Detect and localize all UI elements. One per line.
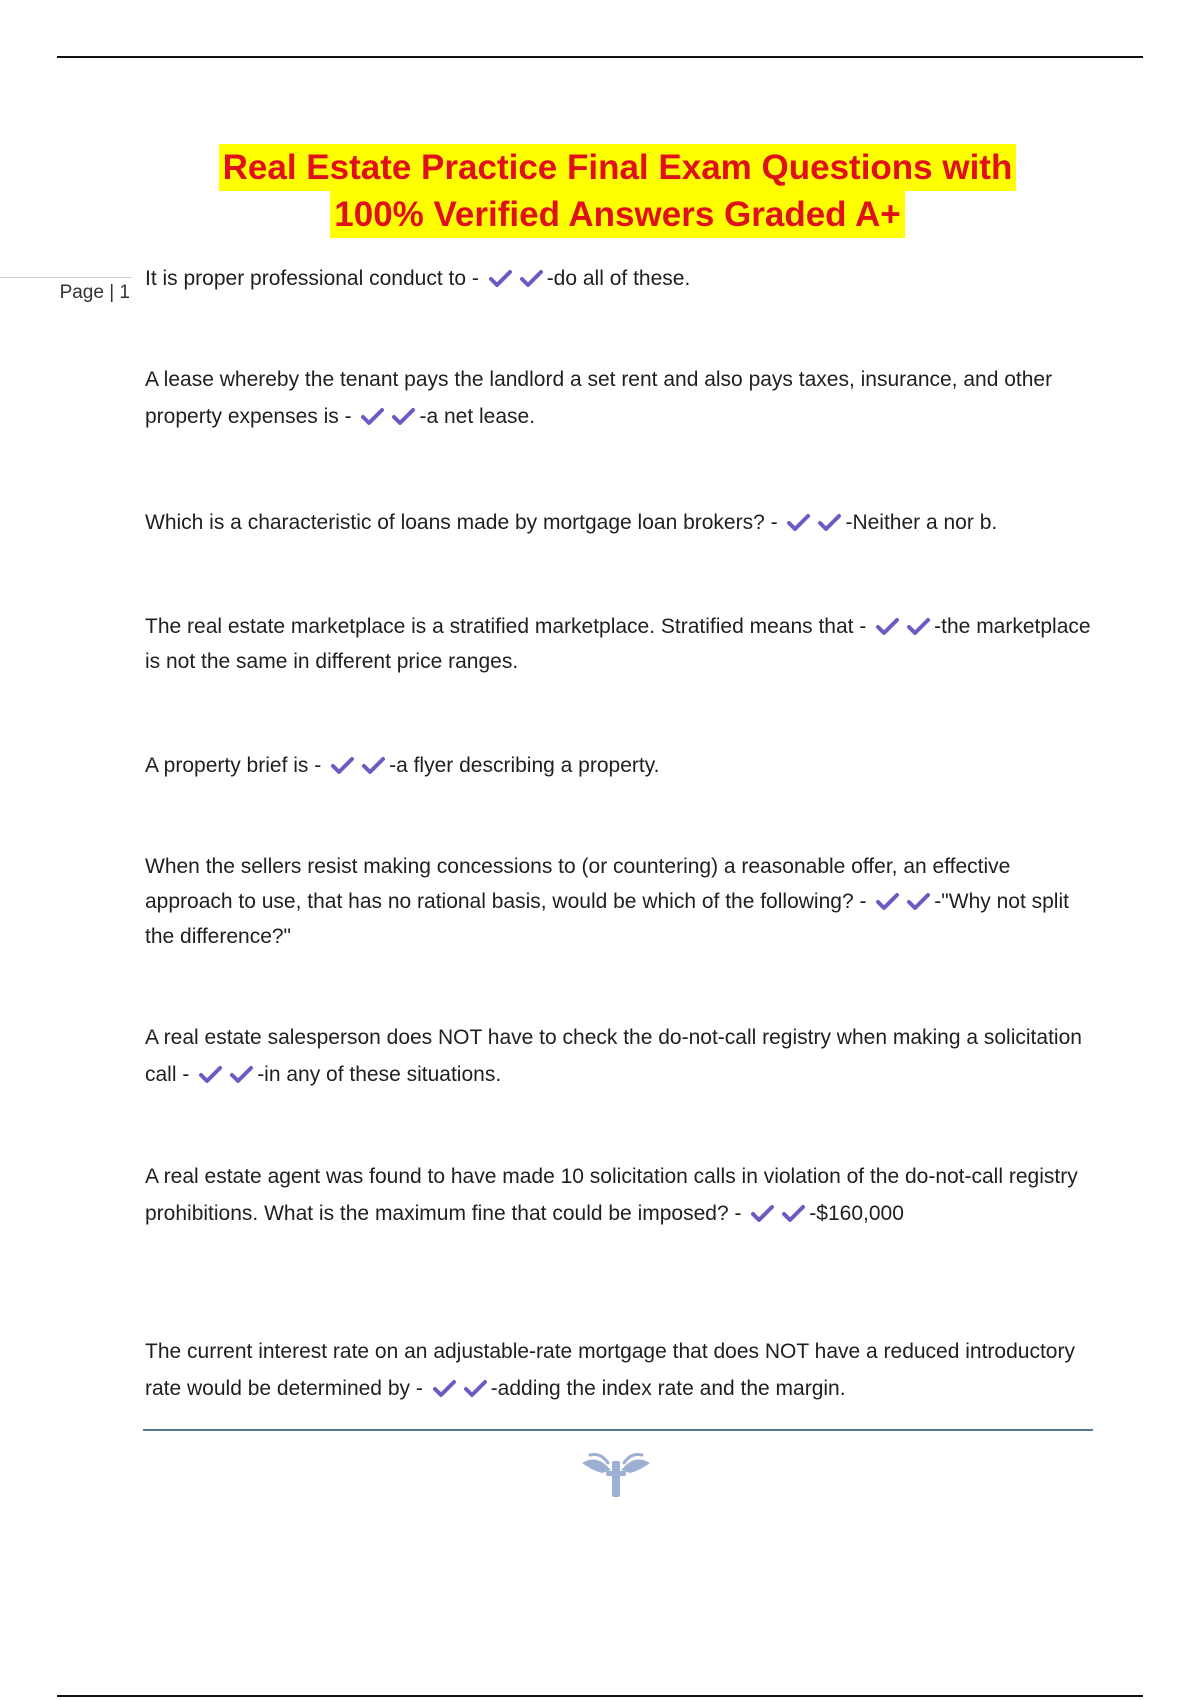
qa-item — [145, 361, 1095, 435]
check-icon — [432, 1378, 457, 1398]
check-icon — [750, 1203, 775, 1223]
answer-text: -Neither a nor b. — [845, 511, 998, 534]
document-title — [100, 144, 1135, 238]
check-icon — [229, 1064, 254, 1084]
answer-text: -a flyer describing a property. — [389, 754, 660, 777]
check-icon — [875, 891, 900, 911]
qa-item — [145, 849, 1095, 954]
qa-item — [145, 609, 1095, 679]
check-icon — [519, 268, 544, 288]
check-icon — [463, 1378, 488, 1398]
qa-item — [145, 1158, 1095, 1232]
check-icon — [786, 512, 811, 532]
qa-item — [145, 747, 1095, 784]
question-text: A real estate agent was found to have made 10 solicitation calls in violation of the do-not-call registry prohibitions. What is the maximum fine that could be imposed? - — [145, 1165, 1078, 1225]
check-icon — [781, 1203, 806, 1223]
answer-text: -the marketplace is not the same in different price ranges. — [145, 615, 1091, 673]
page-label: Page | 1 — [59, 282, 130, 303]
question-text: A lease whereby the tenant pays the landlord a set rent and also pays taxes, insurance, and other property expenses is - — [145, 368, 1053, 428]
qa-item — [145, 504, 1095, 541]
answer-text: -a net lease. — [419, 405, 536, 428]
question-text: Which is a characteristic of loans made by mortgage loan brokers? - — [145, 511, 778, 534]
title-line-2: 100% Verified Answers Graded A+ — [330, 191, 904, 238]
question-text: The current interest rate on an adjustable-rate mortgage that does NOT have a reduced introductory rate would be determined by - — [145, 1340, 1075, 1400]
footer-rule — [143, 1429, 1093, 1431]
question-text: A real estate salesperson does NOT have to check the do-not-call registry when making a solicitation call - — [145, 1026, 1082, 1086]
answer-text: -do all of these. — [546, 267, 691, 290]
qa-item — [145, 260, 1095, 297]
question-text: The real estate marketplace is a stratified marketplace. Stratified means that - — [145, 615, 867, 638]
question-text: It is proper professional conduct to - — [145, 267, 479, 290]
answer-text: -in any of these situations. — [257, 1063, 502, 1086]
question-text: When the sellers resist making concessions to (or countering) a reasonable offer, an effective approach to use, that has no rational basis, would be which of the following? - — [145, 855, 1011, 913]
answer-text: -adding the index rate and the margin. — [490, 1377, 846, 1400]
qa-item — [145, 1019, 1095, 1093]
check-icon — [361, 755, 386, 775]
check-icon — [817, 512, 842, 532]
check-icon — [391, 406, 416, 426]
check-icon — [330, 755, 355, 775]
check-icon — [198, 1064, 223, 1084]
check-icon — [360, 406, 385, 426]
qa-item — [145, 1333, 1095, 1407]
bottom-rule — [57, 1695, 1143, 1697]
check-icon — [906, 891, 931, 911]
check-icon — [906, 616, 931, 636]
answer-text: -"Why not split the difference?" — [145, 890, 1069, 948]
top-rule — [57, 56, 1143, 58]
check-icon — [488, 268, 513, 288]
page-number — [0, 277, 132, 304]
footer-logo-icon — [578, 1447, 654, 1499]
title-line-1: Real Estate Practice Final Exam Questions with — [219, 144, 1017, 191]
check-icon — [875, 616, 900, 636]
answer-text: -$160,000 — [809, 1202, 904, 1225]
question-text: A property brief is - — [145, 754, 322, 777]
